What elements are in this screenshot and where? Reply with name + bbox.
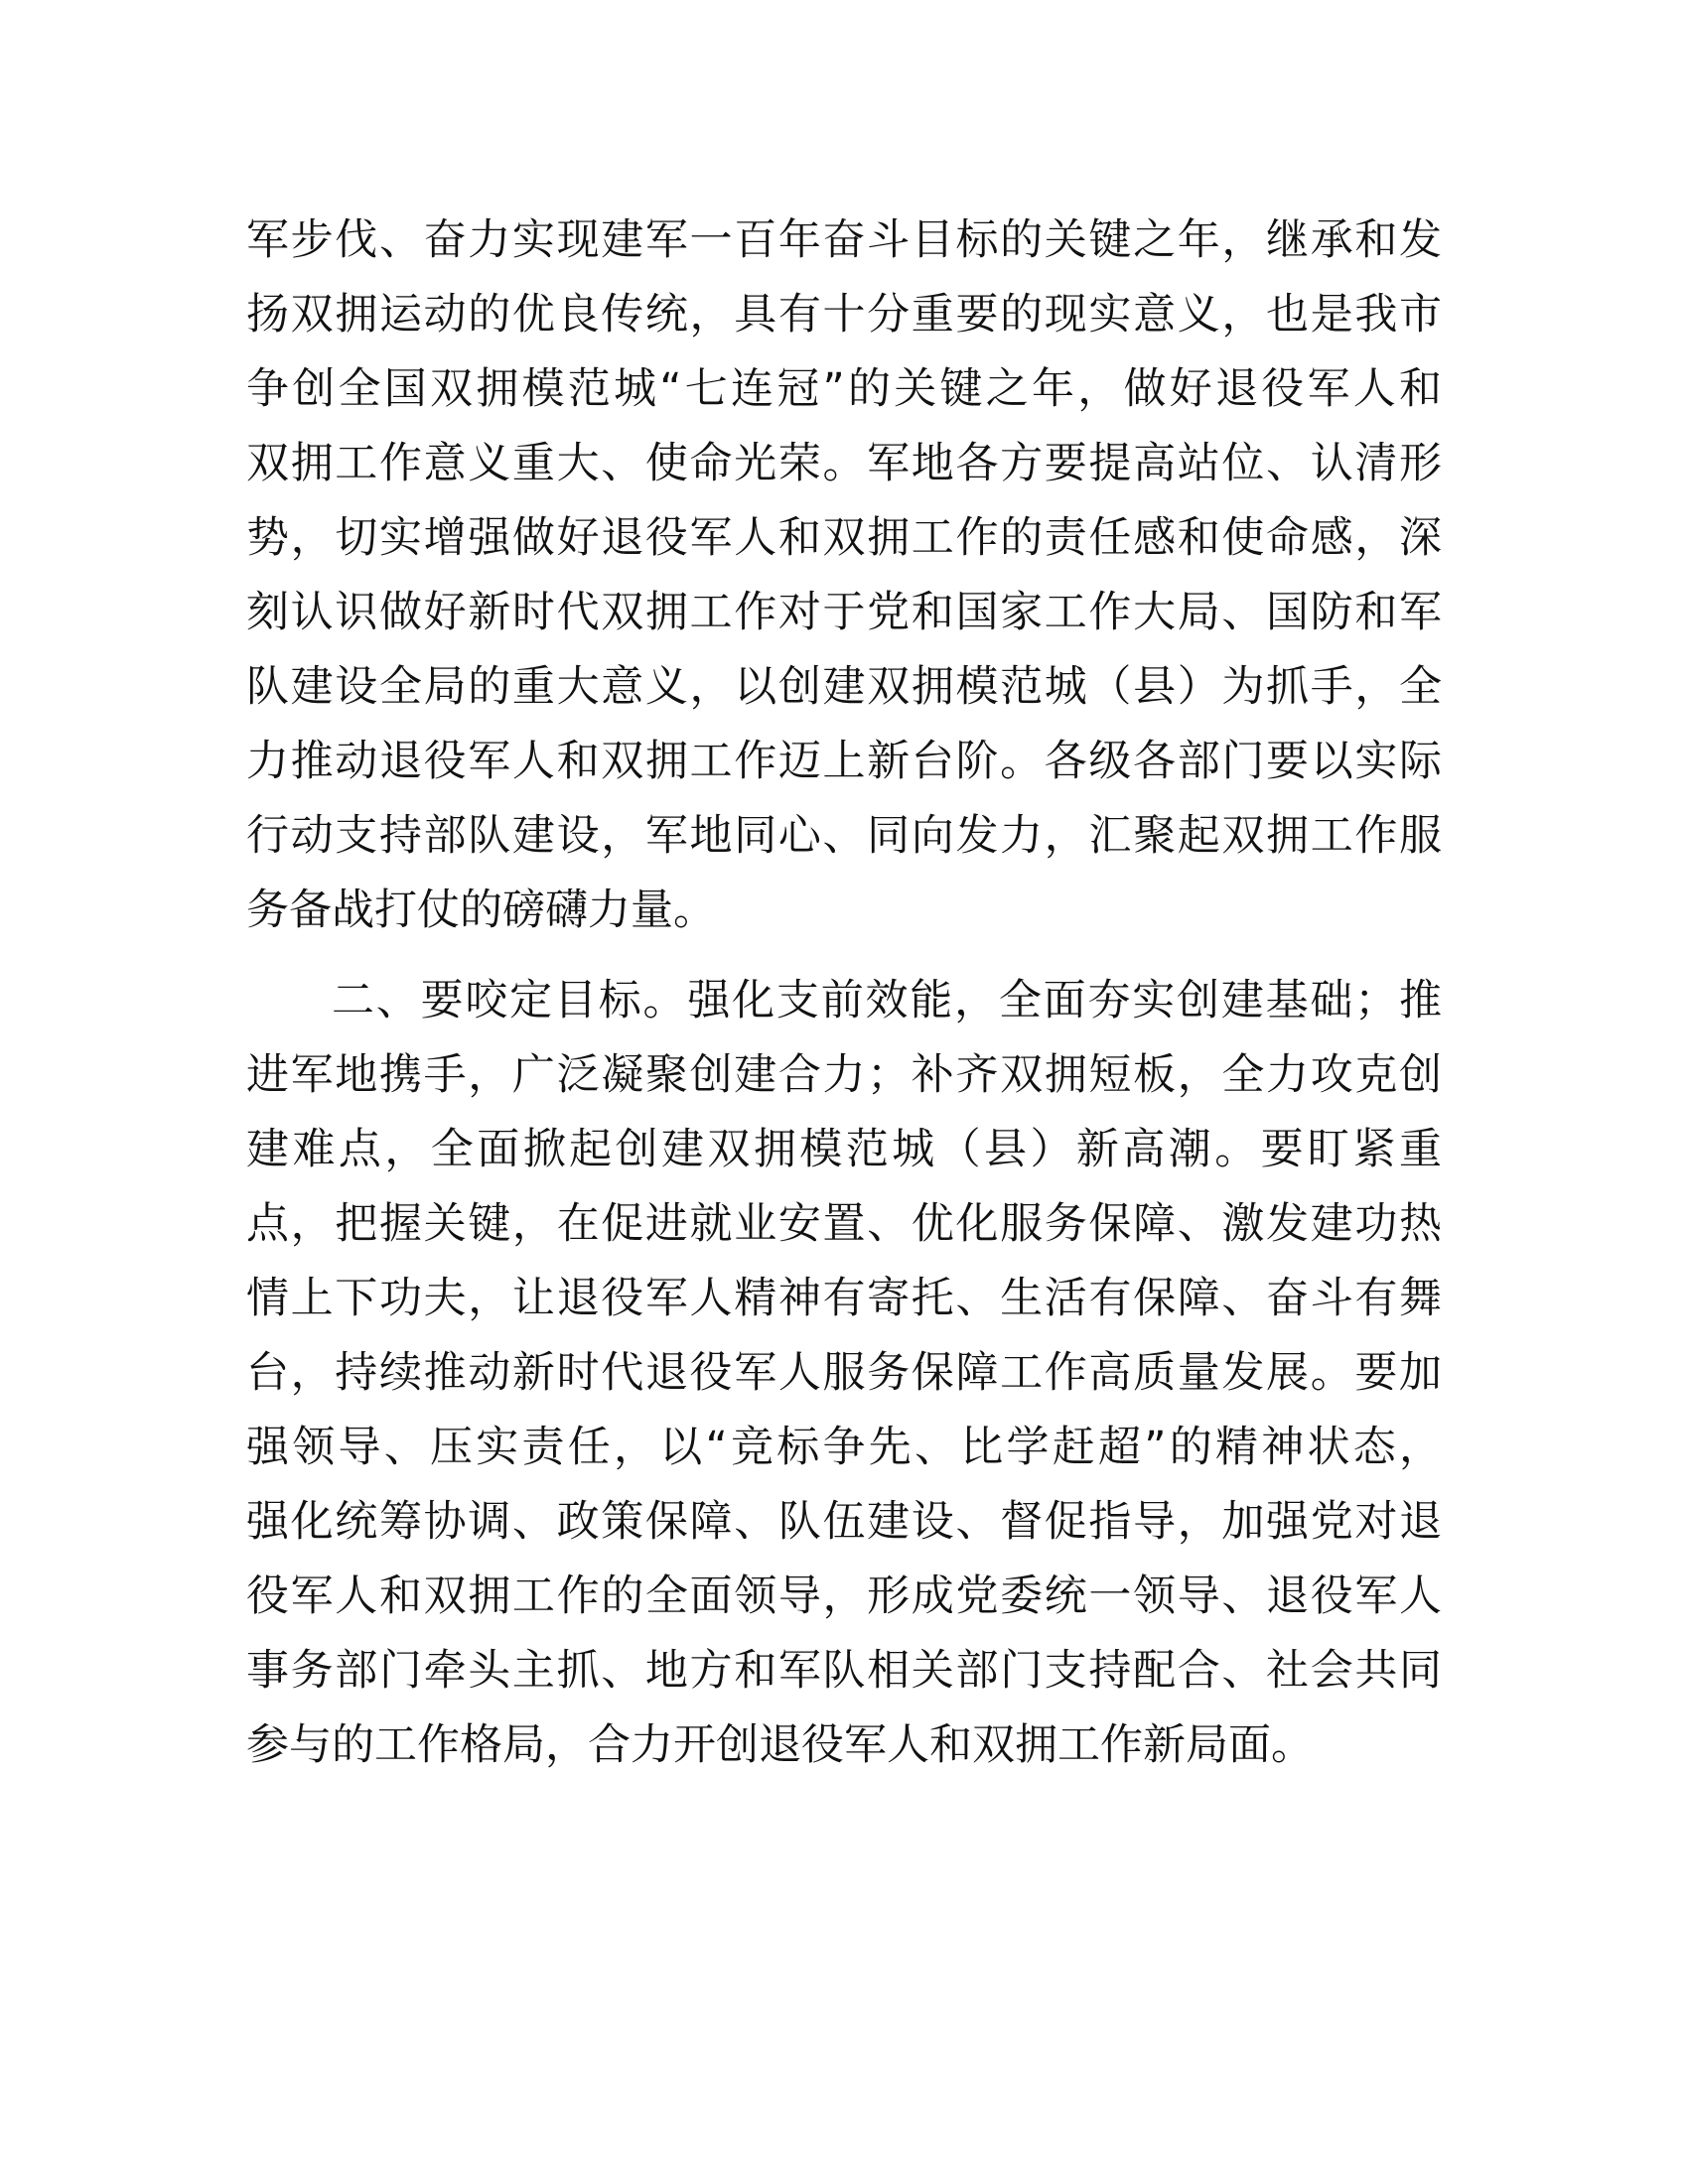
text-line: 行动支持部队建设，军地同心、同向发力，汇聚起双拥工作服 <box>246 811 1442 861</box>
text-line: 进军地携手，广泛凝聚创建合力；补齐双拥短板，全力攻克创 <box>246 1050 1442 1100</box>
paragraph-spacer <box>246 948 1442 964</box>
paragraph-1 <box>246 204 1442 948</box>
text-line: 役军人和双拥工作的全面领导，形成党委统一领导、退役军人 <box>246 1571 1442 1621</box>
document-body <box>246 204 1442 1783</box>
text-line: 势，切实增强做好退役军人和双拥工作的责任感和使命感，深 <box>246 513 1442 563</box>
text-line: 刻认识做好新时代双拥工作对于党和国家工作大局、国防和军 <box>246 588 1442 637</box>
text-line: 情上下功夫，让退役军人精神有寄托、生活有保障、奋斗有舞 <box>246 1274 1442 1323</box>
text-line: 军步伐、奋力实现建军一百年奋斗目标的关键之年，继承和发 <box>246 215 1442 265</box>
text-line: 强领导、压实责任，以“竞标争先、比学赶超”的精神状态， <box>246 1423 1442 1472</box>
text-line: 台，持续推动新时代退役军人服务保障工作高质量发展。要加 <box>246 1348 1442 1398</box>
text-line: 队建设全局的重大意义，以创建双拥模范城（县）为抓手，全 <box>246 662 1442 712</box>
text-line: 双拥工作意义重大、使命光荣。军地各方要提高站位、认清形 <box>246 439 1442 488</box>
text-line: 争创全国双拥模范城“七连冠”的关键之年，做好退役军人和 <box>246 364 1442 414</box>
paragraph-2 <box>246 964 1442 1783</box>
text-line: 点，把握关键，在促进就业安置、优化服务保障、激发建功热 <box>246 1199 1442 1249</box>
text-line: 建难点，全面掀起创建双拥模范城（县）新高潮。要盯紧重 <box>246 1125 1442 1174</box>
text-line: 扬双拥运动的优良传统，具有十分重要的现实意义，也是我市 <box>246 290 1442 340</box>
text-line: 力推动退役军人和双拥工作迈上新台阶。各级各部门要以实际 <box>246 737 1442 786</box>
text-line: 二、要咬定目标。强化支前效能，全面夯实创建基础；推 <box>332 976 1442 1025</box>
text-line: 强化统筹协调、政策保障、队伍建设、督促指导，加强党对退 <box>246 1497 1442 1547</box>
text-line: 事务部门牵头主抓、地方和军队相关部门支持配合、社会共同 <box>246 1646 1442 1696</box>
text-line: 务备战打仗的磅礴力量。 <box>246 886 716 935</box>
text-line: 参与的工作格局，合力开创退役军人和双拥工作新局面。 <box>246 1720 1314 1770</box>
